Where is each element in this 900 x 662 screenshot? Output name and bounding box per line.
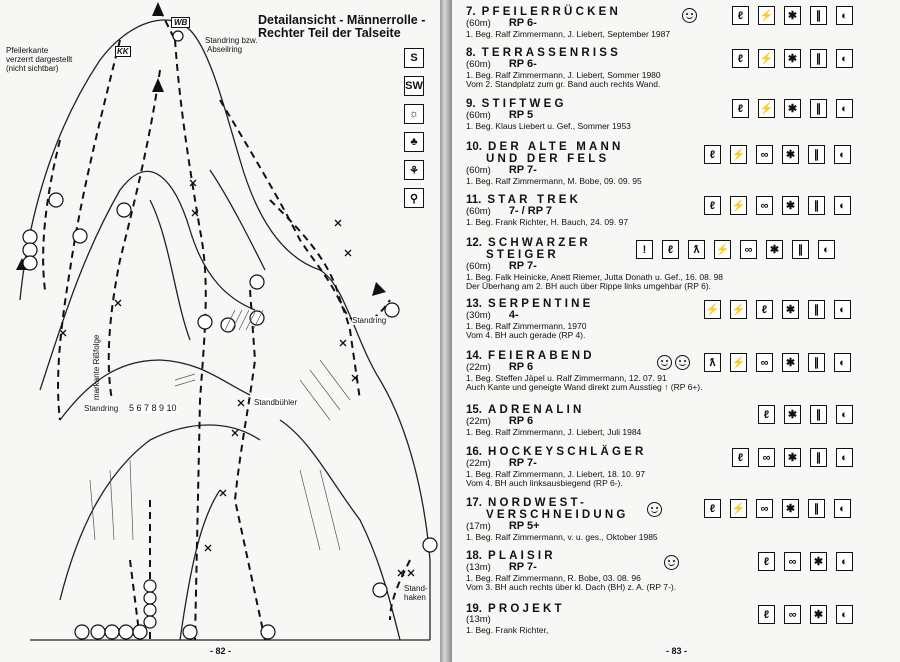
bolt-ring-icon: ◐ [836, 49, 853, 68]
route-grade: RP 6- [508, 17, 537, 29]
warning-icon: ! [636, 240, 653, 259]
topo-title [258, 14, 438, 40]
route-16-icons [732, 448, 853, 467]
first-ascent: 1. Beg. Steffen Jäpel u. Ralf Zimmermann, 12. 07. 91 [466, 372, 667, 383]
rope-icon: ∥ [808, 499, 825, 518]
route-group-numbers: 5 6 7 8 9 10 [129, 403, 177, 413]
left-page-topo [0, 0, 440, 662]
route-number: 16. [466, 446, 482, 458]
standing-climber-icon: ℓ [732, 49, 749, 68]
first-ascent: 1. Beg. Ralf Zimmermann, R. Bobe, 03. 08. 96 [466, 572, 641, 583]
route-grade: 4- [508, 309, 519, 321]
crack-icon: ⚡ [714, 240, 731, 259]
first-ascent: 1. Beg. Ralf Zimmermann, v. u. ges., Oktober 1985 [466, 531, 658, 542]
chalk-icon: ∞ [784, 605, 801, 624]
route-height: (60m) [466, 59, 491, 70]
legend-icon-sw: SW [404, 76, 424, 96]
right-page-routes [452, 0, 900, 662]
crack-icon: ⚡ [730, 145, 747, 164]
rope-icon: ∥ [810, 99, 827, 118]
route-grade: RP 6 [508, 361, 534, 373]
bolt-ring-icon: ◐ [836, 405, 853, 424]
route-height: (22m) [466, 362, 491, 373]
first-ascent: 1. Beg. Ralf Zimmermann, J. Liebert, Sommer 1980 [466, 69, 661, 80]
chalk-icon: ∞ [756, 196, 773, 215]
route-name: NORDWEST- [488, 497, 588, 509]
route-height: (60m) [466, 110, 491, 121]
first-ascent: 1. Beg. Ralf Zimmermann, J. Liebert, September 1987 [466, 28, 671, 39]
chalk-icon: ∞ [784, 552, 801, 571]
route-grade: RP 6 [508, 415, 534, 427]
route-grade: RP 7- [508, 561, 537, 573]
first-ascent: 1. Beg. Klaus Liebert u. Gef., Sommer 1953 [466, 120, 631, 131]
standring-right-label: Standring [352, 316, 387, 325]
hiker-icon: ⚘ [404, 160, 424, 180]
route-height: (60m) [466, 261, 491, 272]
route-name: HOCKEYSCHLÄGER [488, 446, 647, 458]
standring-abseil-label: Standring bzw. [205, 36, 258, 45]
route-name: PFEILERRÜCKEN [481, 6, 621, 18]
route-number: 7. [466, 6, 476, 18]
overhang-climber-icon: ƛ [688, 240, 705, 259]
route-line-kk [58, 40, 120, 420]
crack-icon: ⚡ [730, 499, 747, 518]
face-climber-icon: ✱ [782, 145, 799, 164]
bolt-ring-icon: ◐ [818, 240, 835, 259]
bolt-ring-icon: ◐ [834, 196, 851, 215]
face-climber-icon: ✱ [784, 448, 801, 467]
face-climber-icon: ✱ [782, 196, 799, 215]
route-note: Vom 4. BH auch linksausbiegend (RP 6-). [466, 478, 623, 488]
face-climber-icon: ✱ [782, 353, 799, 372]
route-name: SERPENTINE [488, 298, 594, 310]
rope-icon: ∥ [808, 145, 825, 164]
route-height: (17m) [466, 521, 491, 532]
chalk-icon: ∞ [756, 499, 773, 518]
wb-label: WB [171, 17, 190, 28]
face-climber-icon: ✱ [766, 240, 783, 259]
standing-climber-icon: ℓ [758, 552, 775, 571]
bolt-ring-icon: ◐ [834, 353, 851, 372]
rope-icon: ∥ [808, 300, 825, 319]
crack-icon: ⚡ [758, 6, 775, 25]
route-grade: RP 5+ [508, 520, 540, 532]
face-climber-icon: ✱ [782, 499, 799, 518]
bolt-ring-icon: ◐ [836, 605, 853, 624]
rope-icon: ∥ [810, 49, 827, 68]
standing-climber-icon: ℓ [732, 6, 749, 25]
rope-icon: ∥ [808, 353, 825, 372]
route-height: (60m) [466, 165, 491, 176]
first-ascent: 1. Beg. Falk Heinicke, Anett Riemer, Jutta Donath u. Gef., 16. 08. 98 [466, 271, 724, 282]
route-8-icons [732, 49, 853, 68]
standing-climber-icon: ℓ [758, 605, 775, 624]
route-number: 14. [466, 350, 482, 362]
smiley-icon [675, 355, 690, 370]
route-height: (22m) [466, 416, 491, 427]
face-climber-icon: ✱ [810, 605, 827, 624]
rope-icon: ∥ [810, 448, 827, 467]
route-name: SCHWARZER [488, 237, 591, 249]
book-gutter [440, 0, 452, 662]
rope-icon: ∥ [810, 405, 827, 424]
crack-icon: ⚡ [758, 99, 775, 118]
route-name: PLAISIR [488, 550, 556, 562]
route-number: 19. [466, 603, 482, 615]
route-14-icons [704, 353, 851, 372]
standing-climber-icon: ℓ [756, 300, 773, 319]
bolt-ring-icon: ◐ [836, 6, 853, 25]
route-grade: RP 5 [508, 109, 534, 121]
route-18-icons [758, 552, 853, 571]
topo-title-line-2: Rechter Teil der Talseite [258, 26, 401, 40]
route-height: (22m) [466, 458, 491, 469]
route-12-icons [636, 240, 835, 259]
route-name: TERRASSENRISS [481, 47, 621, 59]
route-number: 13. [466, 298, 482, 310]
chalk-icon: ∞ [740, 240, 757, 259]
smiley-icon [664, 555, 679, 570]
bolt-ring-icon: ◐ [836, 448, 853, 467]
route-number: 8. [466, 47, 476, 59]
bolt-ring-icon: ◐ [834, 499, 851, 518]
bolt-ring-icon: ◐ [834, 145, 851, 164]
standing-climber-icon: ℓ [704, 499, 721, 518]
route-19-icons [758, 605, 853, 624]
crack-icon: ⚡ [730, 196, 747, 215]
chalk-icon: ∞ [756, 145, 773, 164]
rissfolge-label: markante Rißfolge [92, 334, 101, 400]
route-17-icons [704, 499, 851, 518]
first-ascent: 1. Beg. Ralf Zimmermann, 1970 [466, 320, 587, 331]
standing-climber-icon: ℓ [704, 196, 721, 215]
face-climber-icon: ✱ [810, 552, 827, 571]
sun-icon: ☼ [404, 104, 424, 124]
route-name-line-2: VERSCHNEIDUNG [486, 509, 629, 521]
face-climber-icon: ✱ [784, 405, 801, 424]
topo-drawing [0, 0, 440, 662]
legend-icons [404, 48, 424, 216]
face-climber-icon: ✱ [784, 99, 801, 118]
route-10-icons [704, 145, 851, 164]
pfeilerkante-label-3: (nicht sichtbar) [6, 64, 59, 73]
route-name: STIFTWEG [481, 98, 567, 110]
face-climber-icon: ✱ [784, 6, 801, 25]
route-note: Vom 2. Standplatz zum gr. Band auch rechts Wand. [466, 79, 661, 89]
crack-icon: ⚡ [730, 300, 747, 319]
route-grade: RP 7- [508, 457, 537, 469]
route-name: PROJEKT [488, 603, 565, 615]
route-13-icons [704, 300, 851, 319]
rope-icon: ∥ [810, 6, 827, 25]
route-number: 17. [466, 497, 482, 509]
route-name: FEIERABEND [488, 350, 595, 362]
route-note: Der Überhang am 2. BH auch über Rippe links umgehbar (RP 6). [466, 281, 712, 291]
legend-icon-s: S [404, 48, 424, 68]
route-number: 18. [466, 550, 482, 562]
route-name: ADRENALIN [488, 404, 585, 416]
route-height: (13m) [466, 562, 491, 573]
standring-left-label: Standring [84, 404, 119, 413]
forest-icon: ♣ [404, 132, 424, 152]
kk-label: KK [117, 47, 129, 56]
climber-icon: ⚲ [404, 188, 424, 208]
standhaken-label-1: Stand- [404, 584, 428, 593]
first-ascent: 1. Beg. Ralf Zimmermann, J. Liebert, 18. 10. 97 [466, 468, 646, 479]
route-grade: RP 6- [508, 58, 537, 70]
standing-climber-icon: ℓ [732, 448, 749, 467]
chalk-icon: ∞ [758, 448, 775, 467]
rope-icon: ∥ [808, 196, 825, 215]
route-name: DER ALTE MANN [488, 141, 624, 153]
first-ascent: 1. Beg. Ralf Zimmermann, M. Bobe, 09. 09. 95 [466, 175, 642, 186]
route-name-line-2: UND DER FELS [486, 153, 610, 165]
pfeilerkante-label-1: Pfeilerkante [6, 46, 49, 55]
crack-icon: ⚡ [704, 300, 721, 319]
route-name: STAR TREK [487, 194, 582, 206]
route-7-icons [732, 6, 853, 25]
smiley-icon [657, 355, 672, 370]
face-climber-icon: ✱ [784, 49, 801, 68]
route-line-center [175, 40, 206, 640]
route-number: 9. [466, 98, 476, 110]
smiley-icon [647, 502, 662, 517]
overhang-climber-icon: ƛ [704, 353, 721, 372]
bolt-ring-icon: ◐ [836, 552, 853, 571]
first-ascent: 1. Beg. Frank Richter, [466, 624, 549, 635]
route-number: 11. [466, 194, 482, 206]
smiley-icon [682, 8, 697, 23]
route-number: 10. [466, 141, 482, 153]
first-ascent: 1. Beg. Frank Richter, H. Bauch, 24. 09. 97 [466, 216, 629, 227]
face-climber-icon: ✱ [782, 300, 799, 319]
pfeilerkante-label-2: verzerrt dargestellt [6, 55, 73, 64]
crack-icon: ⚡ [758, 49, 775, 68]
standing-climber-icon: ℓ [732, 99, 749, 118]
abseilring-label: Abseilring [207, 45, 243, 54]
route-grade: RP 7- [508, 164, 537, 176]
left-page-number: - 82 - [210, 646, 232, 656]
right-page-number: - 83 - [666, 646, 688, 656]
chalk-icon: ∞ [756, 353, 773, 372]
route-note: Auch Kante und geneigte Wand direkt zum Ausstieg ↑ (RP 6+). [466, 382, 703, 392]
route-11-icons [704, 196, 851, 215]
crack-icon: ⚡ [730, 353, 747, 372]
first-ascent: 1. Beg. Ralf Zimmermann, J. Liebert, Juli 1984 [466, 426, 642, 437]
route-height: (60m) [466, 18, 491, 29]
route-height: (30m) [466, 310, 491, 321]
standing-climber-icon: ℓ [704, 145, 721, 164]
rope-icon: ∥ [792, 240, 809, 259]
route-height: (60m) [466, 206, 491, 217]
route-15-icons [758, 405, 853, 424]
route-note: Vom 4. BH auch gerade (RP 4). [466, 330, 586, 340]
topo-title-line-1: Detailansicht - Männerrolle - [258, 13, 426, 27]
standing-climber-icon: ℓ [662, 240, 679, 259]
route-height: (13m) [466, 614, 491, 625]
standing-climber-icon: ℓ [758, 405, 775, 424]
route-line-3a [235, 290, 265, 640]
route-number: 15. [466, 404, 482, 416]
route-note: Vom 3. BH auch rechts über kl. Dach (BH) z. A. (RP 7-). [466, 582, 677, 592]
standhaken-label-2: haken [404, 593, 426, 602]
bolt-ring-icon: ◐ [834, 300, 851, 319]
route-name-line-2: STEIGER [486, 249, 559, 261]
standbuehler-label: Standbühler [254, 398, 298, 407]
route-number: 12. [466, 237, 482, 249]
route-grade: 7- / RP 7 [508, 205, 553, 217]
route-9-icons [732, 99, 853, 118]
bolt-ring-icon: ◐ [836, 99, 853, 118]
route-grade: RP 7- [508, 260, 537, 272]
